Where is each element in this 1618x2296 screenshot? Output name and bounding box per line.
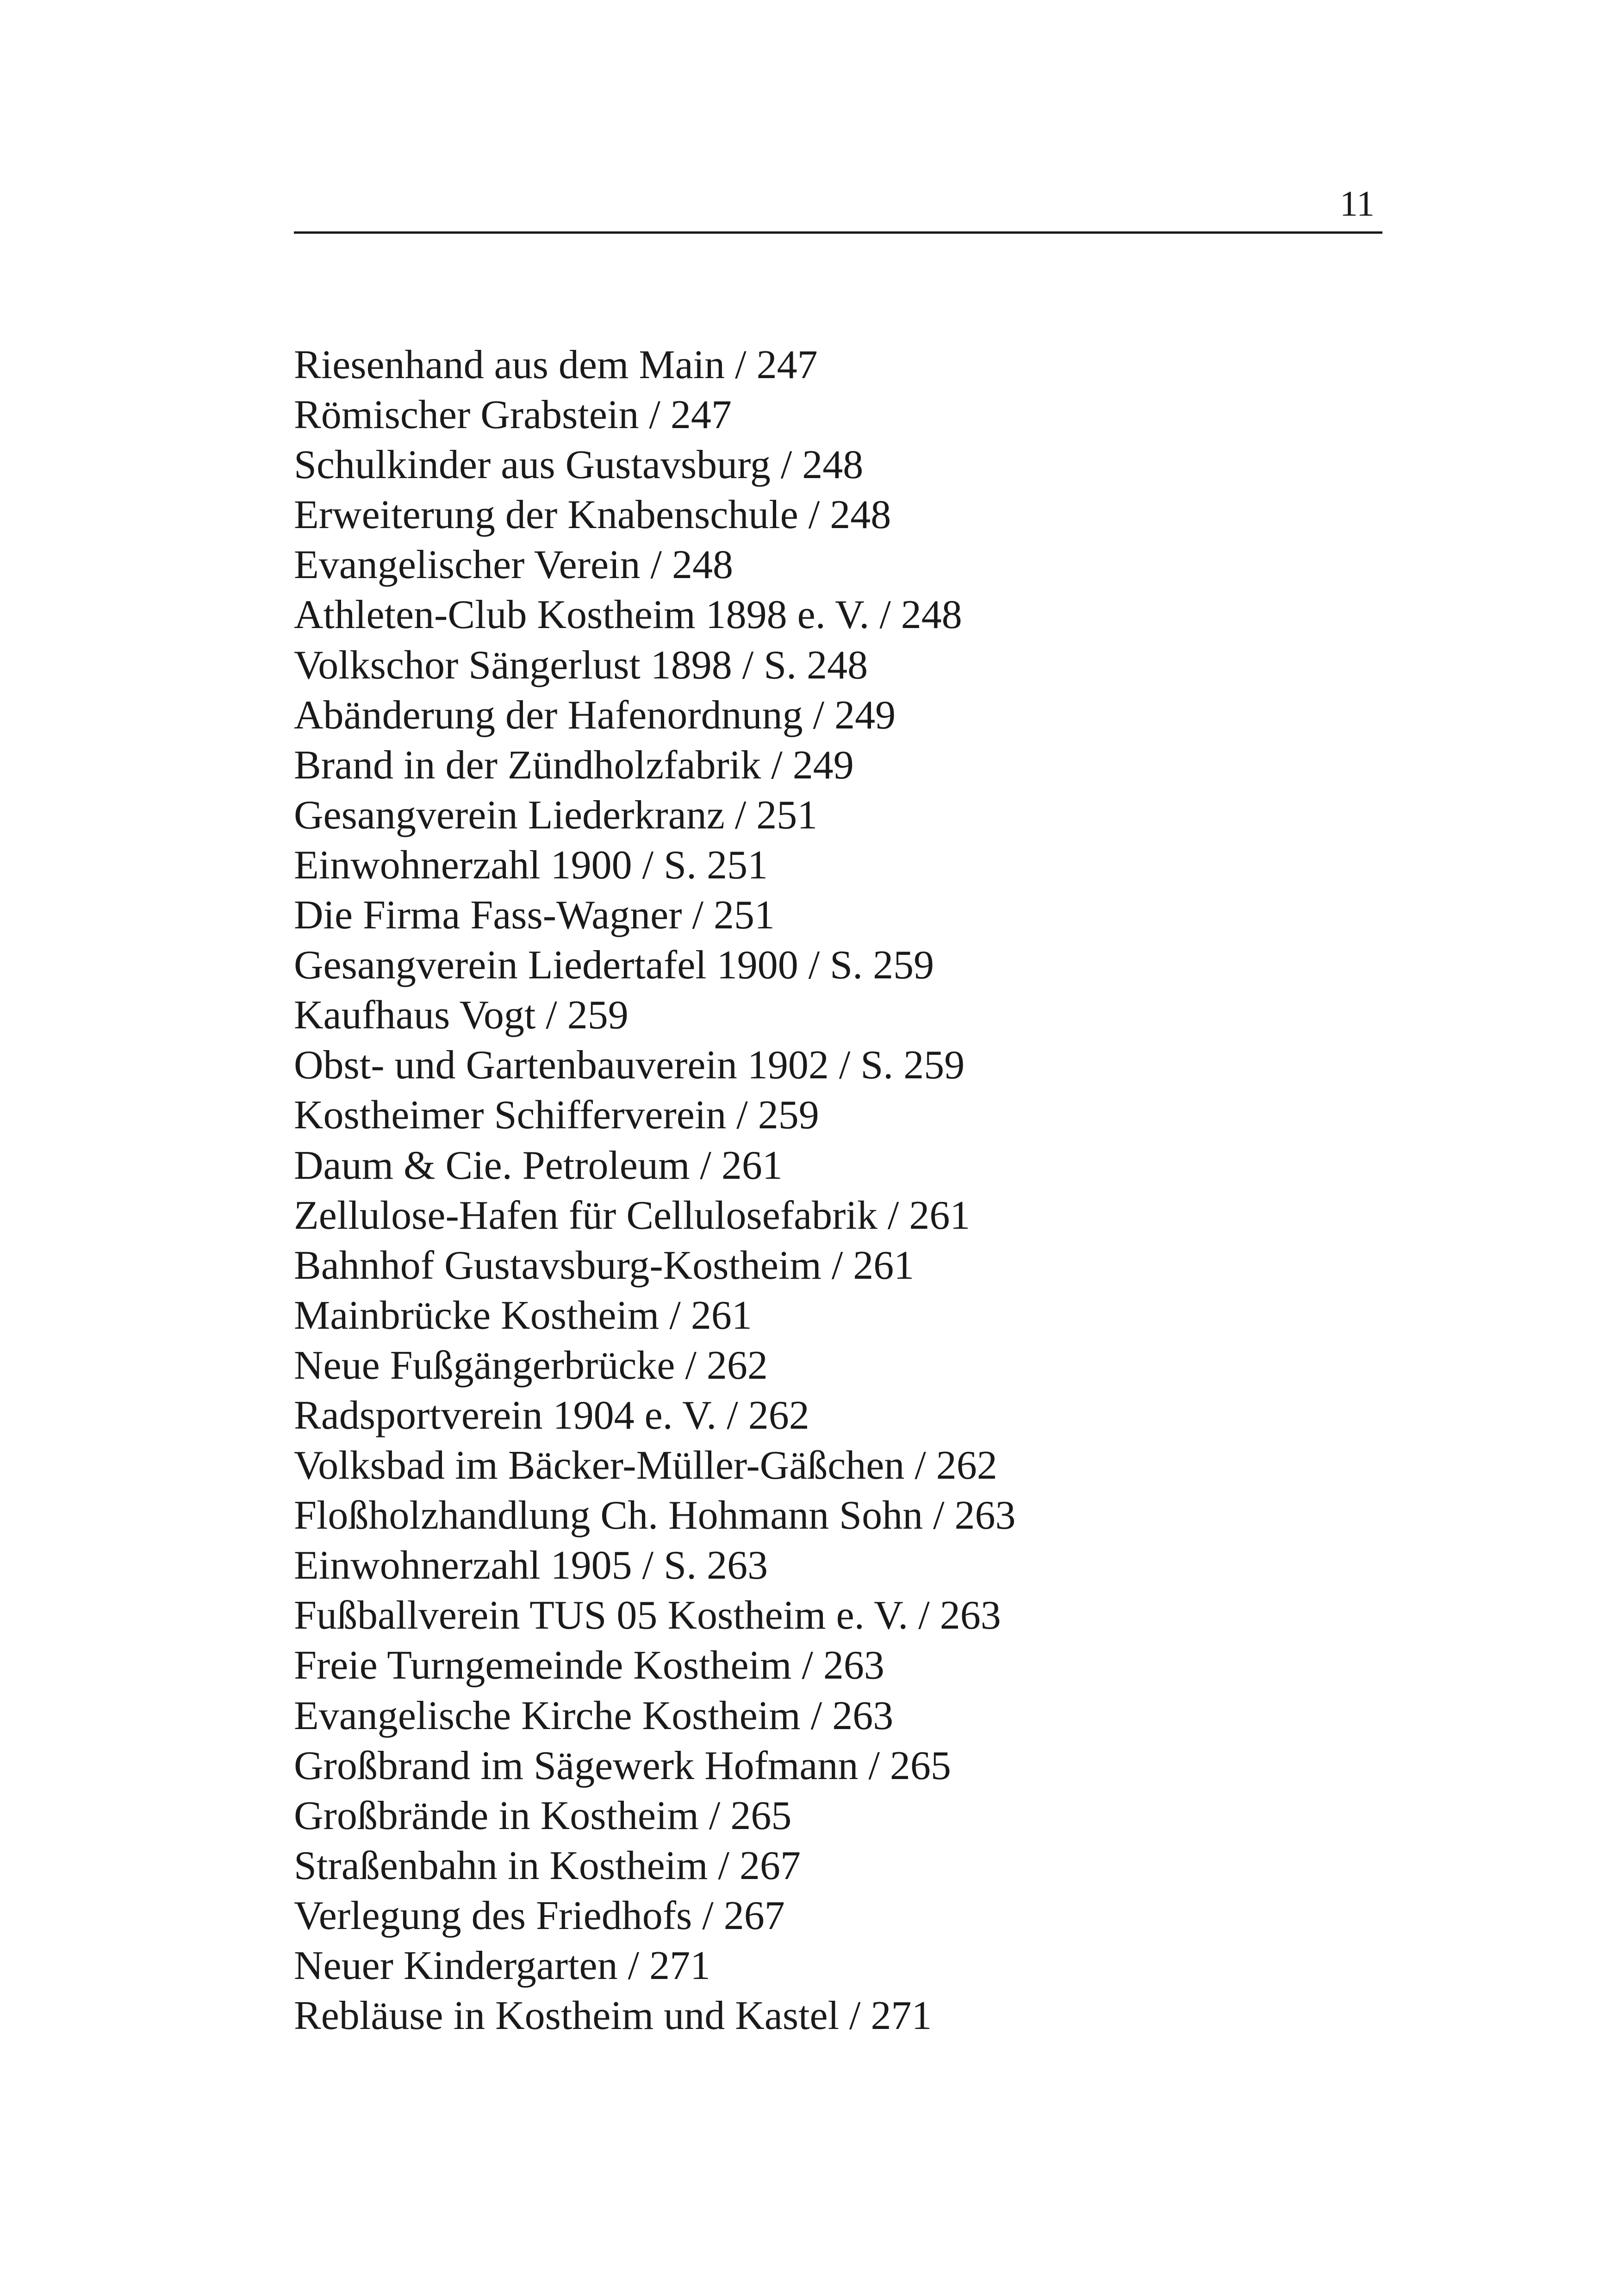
toc-entry: Zellulose-Hafen für Cellulosefabrik / 261 (294, 1193, 971, 1238)
toc-entry: Mainbrücke Kostheim / 261 (294, 1293, 752, 1338)
page-number: 11 (1339, 183, 1375, 224)
toc-entry: Großbrand im Sägewerk Hofmann / 265 (294, 1743, 951, 1788)
toc-entry: Gesangverein Liedertafel 1900 / S. 259 (294, 943, 934, 988)
header-rule (294, 231, 1382, 234)
toc-entry: Römischer Grabstein / 247 (294, 392, 732, 438)
toc-entry: Evangelischer Verein / 248 (294, 542, 733, 588)
toc-entry: Obst- und Gartenbauverein 1902 / S. 259 (294, 1043, 965, 1088)
toc-entry: Fußballverein TUS 05 Kostheim e. V. / 263 (294, 1593, 1001, 1638)
toc-entry: Freie Turngemeinde Kostheim / 263 (294, 1643, 884, 1688)
toc-entry: Daum & Cie. Petroleum / 261 (294, 1143, 783, 1188)
toc-entry: Abänderung der Hafenordnung / 249 (294, 692, 896, 738)
toc-entry: Gesangverein Liederkranz / 251 (294, 792, 818, 838)
toc-entry: Kaufhaus Vogt / 259 (294, 993, 629, 1038)
toc-entry: Evangelische Kirche Kostheim / 263 (294, 1693, 894, 1738)
toc-entry: Rebläuse in Kostheim und Kastel / 271 (294, 1993, 932, 2039)
toc-entry: Einwohnerzahl 1900 / S. 251 (294, 842, 768, 888)
toc-entry: Erweiterung der Knabenschule / 248 (294, 492, 891, 538)
toc-entry: Kostheimer Schifferverein / 259 (294, 1093, 819, 1138)
toc-entry: Volkschor Sängerlust 1898 / S. 248 (294, 642, 868, 688)
toc-entry: Volksbad im Bäcker-Müller-Gäßchen / 262 (294, 1443, 997, 1488)
toc-entry: Brand in der Zündholzfabrik / 249 (294, 742, 854, 788)
toc-entry: Die Firma Fass-Wagner / 251 (294, 893, 775, 938)
table-of-contents-list (294, 340, 1382, 2041)
toc-entry: Straßenbahn in Kostheim / 267 (294, 1843, 801, 1888)
toc-entry: Neue Fußgängerbrücke / 262 (294, 1343, 768, 1388)
toc-entry: Neuer Kindergarten / 271 (294, 1943, 711, 1988)
toc-entry: Riesenhand aus dem Main / 247 (294, 342, 818, 387)
toc-entry: Radsportverein 1904 e. V. / 262 (294, 1393, 809, 1438)
toc-entry: Verlegung des Friedhofs / 267 (294, 1893, 785, 1938)
toc-entry: Floßholzhandlung Ch. Hohmann Sohn / 263 (294, 1493, 1016, 1538)
toc-entry: Bahnhof Gustavsburg-Kostheim / 261 (294, 1243, 915, 1288)
toc-entry: Einwohnerzahl 1905 / S. 263 (294, 1543, 768, 1588)
toc-entry: Athleten-Club Kostheim 1898 e. V. / 248 (294, 592, 962, 638)
toc-entry: Großbrände in Kostheim / 265 (294, 1793, 792, 1838)
toc-entry: Schulkinder aus Gustavsburg / 248 (294, 442, 864, 488)
